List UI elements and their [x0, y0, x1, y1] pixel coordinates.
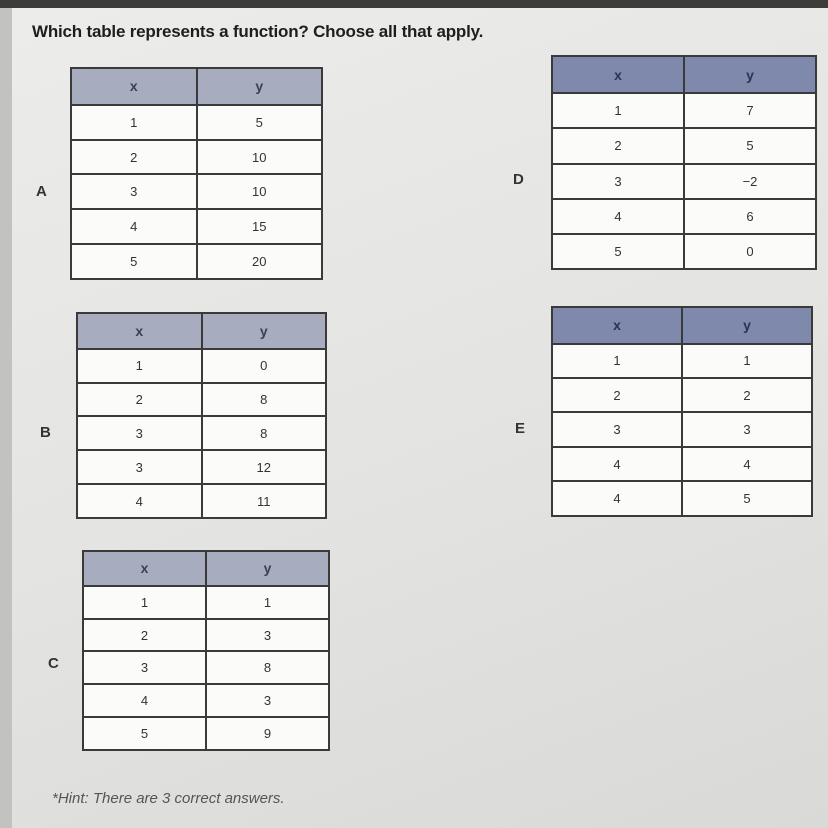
cell-y: 2 — [682, 378, 812, 412]
cell-y: 12 — [202, 450, 327, 484]
table-row — [83, 651, 329, 684]
cell-y: 3 — [682, 412, 812, 446]
cell-y: 10 — [197, 174, 323, 209]
cell-y: 10 — [197, 140, 323, 175]
cell-x: 4 — [552, 199, 684, 234]
header-y: y — [682, 307, 812, 344]
table-row — [83, 717, 329, 750]
header-y: y — [202, 313, 327, 349]
screen-edge — [0, 8, 12, 828]
cell-x: 2 — [552, 378, 682, 412]
table-row — [77, 450, 326, 484]
table-row — [552, 412, 812, 446]
cell-x: 4 — [552, 481, 682, 516]
cell-y: 8 — [202, 416, 327, 450]
table-row — [71, 244, 322, 279]
cell-y: 5 — [197, 105, 323, 140]
table-row — [77, 349, 326, 383]
table-row — [83, 684, 329, 717]
table-row — [552, 481, 812, 516]
cell-x: 2 — [552, 128, 684, 163]
cell-y: 1 — [682, 344, 812, 378]
cell-y: 4 — [682, 447, 812, 481]
cell-x: 1 — [552, 344, 682, 378]
cell-y: 3 — [206, 619, 329, 652]
cell-y: 8 — [202, 383, 327, 417]
table-row — [77, 383, 326, 417]
cell-x: 2 — [83, 619, 206, 652]
cell-x: 1 — [552, 93, 684, 128]
option-label-e[interactable]: E — [515, 420, 526, 437]
cell-x: 5 — [71, 244, 197, 279]
cell-y: 11 — [202, 484, 327, 518]
cell-y: 3 — [206, 684, 329, 717]
table-row — [552, 378, 812, 412]
table-row — [552, 128, 816, 163]
table-c[interactable] — [82, 550, 330, 751]
cell-y: 5 — [682, 481, 812, 516]
table-row — [552, 93, 816, 128]
option-label-d[interactable]: D — [513, 171, 524, 188]
table-row — [552, 234, 816, 269]
table-header-row — [552, 56, 816, 93]
cell-x: 3 — [552, 412, 682, 446]
cell-x: 2 — [77, 383, 202, 417]
cell-x: 4 — [552, 447, 682, 481]
header-y: y — [684, 56, 816, 93]
hint-text: *Hint: There are 3 correct answers. — [52, 790, 285, 807]
cell-y: 6 — [684, 199, 816, 234]
table-a[interactable] — [70, 67, 323, 280]
table-row — [83, 619, 329, 652]
table-row — [552, 447, 812, 481]
header-x: x — [71, 68, 197, 105]
table-row — [71, 209, 322, 244]
question-text: Which table represents a function? Choose all that apply. — [32, 22, 484, 41]
table-e[interactable] — [551, 306, 813, 517]
cell-x: 1 — [77, 349, 202, 383]
cell-x: 3 — [77, 450, 202, 484]
table-row — [71, 174, 322, 209]
cell-x: 3 — [552, 164, 684, 199]
cell-y: 0 — [202, 349, 327, 383]
table-row — [71, 105, 322, 140]
cell-y: 7 — [684, 93, 816, 128]
top-bar — [0, 0, 828, 8]
cell-y: 20 — [197, 244, 323, 279]
cell-x: 3 — [71, 174, 197, 209]
table-header-row — [77, 313, 326, 349]
table-header-row — [552, 307, 812, 344]
cell-y: 15 — [197, 209, 323, 244]
cell-x: 3 — [83, 651, 206, 684]
table-row — [552, 344, 812, 378]
table-row — [552, 199, 816, 234]
header-y: y — [206, 551, 329, 586]
cell-x: 4 — [77, 484, 202, 518]
cell-y: −2 — [684, 164, 816, 199]
table-header-row — [71, 68, 322, 105]
cell-y: 5 — [684, 128, 816, 163]
table-b[interactable] — [76, 312, 327, 519]
table-d[interactable] — [551, 55, 817, 270]
option-label-a[interactable]: A — [36, 183, 47, 200]
table-row — [77, 484, 326, 518]
cell-x: 4 — [83, 684, 206, 717]
cell-x: 5 — [83, 717, 206, 750]
cell-y: 1 — [206, 586, 329, 619]
cell-y: 0 — [684, 234, 816, 269]
option-label-c[interactable]: C — [48, 655, 59, 672]
cell-y: 9 — [206, 717, 329, 750]
cell-y: 8 — [206, 651, 329, 684]
table-header-row — [83, 551, 329, 586]
header-x: x — [77, 313, 202, 349]
cell-x: 2 — [71, 140, 197, 175]
option-label-b[interactable]: B — [40, 424, 51, 441]
table-row — [552, 164, 816, 199]
table-row — [83, 586, 329, 619]
header-x: x — [552, 307, 682, 344]
cell-x: 5 — [552, 234, 684, 269]
table-row — [71, 140, 322, 175]
header-x: x — [552, 56, 684, 93]
cell-x: 1 — [83, 586, 206, 619]
header-y: y — [197, 68, 323, 105]
cell-x: 1 — [71, 105, 197, 140]
cell-x: 4 — [71, 209, 197, 244]
cell-x: 3 — [77, 416, 202, 450]
header-x: x — [83, 551, 206, 586]
table-row — [77, 416, 326, 450]
